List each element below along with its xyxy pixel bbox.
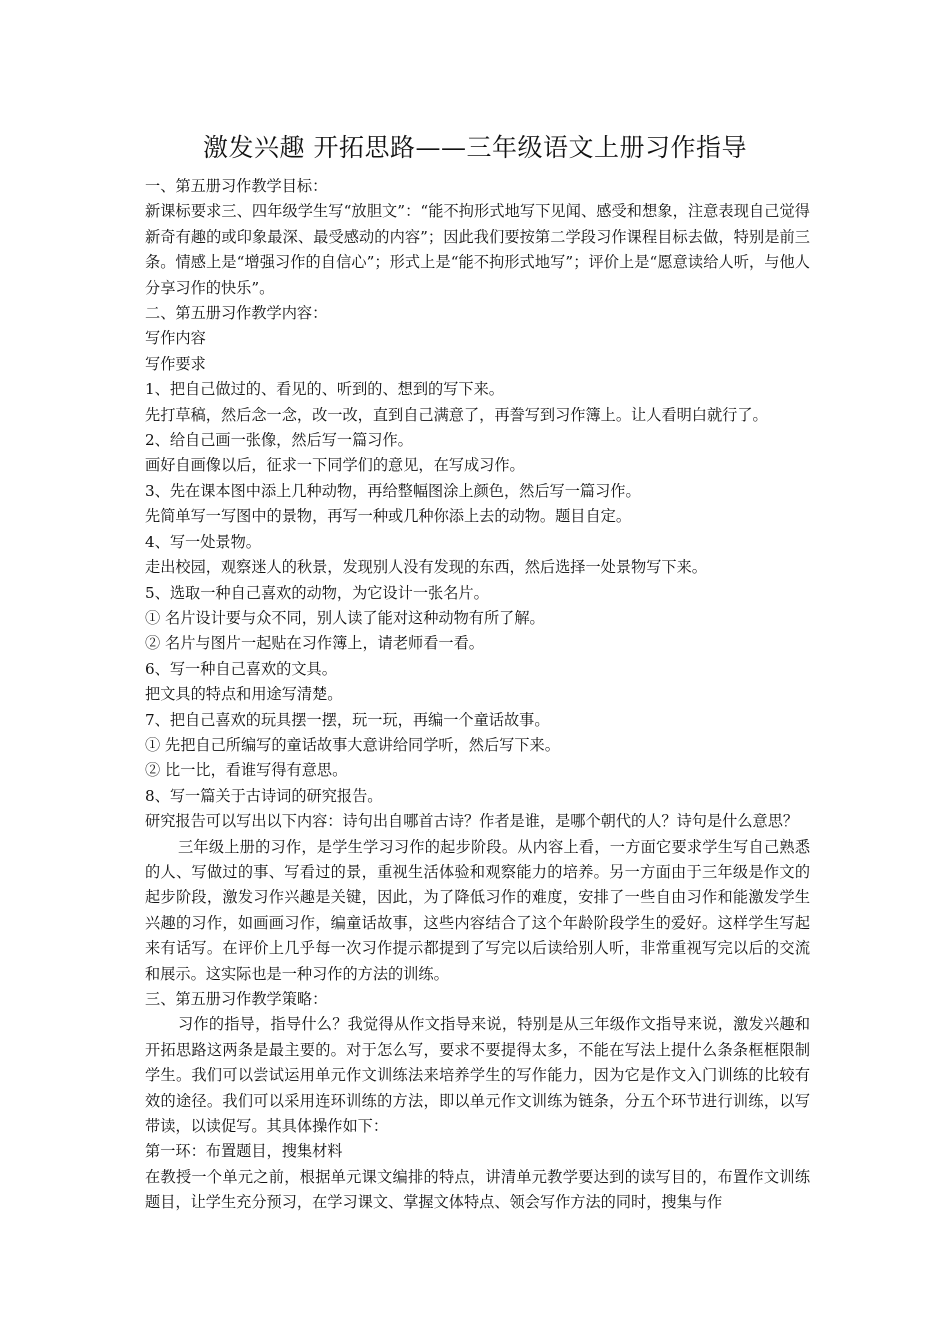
list-item-7-requirement-b: ② 比一比，看谁写得有意思。 (145, 761, 348, 780)
list-item-5-requirement-b: ② 名片与图片一起贴在习作簿上，请老师看一看。 (145, 634, 484, 653)
list-item-3: 3、先在课本图中添上几种动物，再给整幅图涂上颜色，然后写一篇习作。 (145, 481, 641, 500)
paragraph-strategy: 习作的指导，指导什么？我觉得从作文指导来说，特别是从三年级作文指导来说，激发兴趣和开拓思路这两条是最主要的。对于怎么写，要求不要提得太多，不能在写法上提什么条条框框限制学生。我们可以尝试运用单元作文训练法来培养学生的写作能力，因为它是作文入门训练的比较有效的途径。我们可以采用连环训练的方法，即以单元作文训练为链条，分五个环节进行训练，以写带读，以读促写。其具体操作如下： (145, 1015, 810, 1136)
label-writing-requirements: 写作要求 (145, 354, 206, 373)
list-item-1: 1、把自己做过的、看见的、听到的、想到的写下来。 (145, 380, 504, 399)
list-item-5-requirement-a: ① 名片设计要与众不同，别人读了能对这种动物有所了解。 (145, 608, 545, 627)
label-writing-content: 写作内容 (145, 329, 206, 348)
paragraph-step-one: 在教授一个单元之前，根据单元课文编排的特点，讲清单元教学要达到的读写目的，布置作文训练题目，让学生充分预习，在学习课文、掌握文体特点、领会写作方法的同时，搜集与作 (145, 1167, 810, 1212)
paragraph-grade-three-overview: 三年级上册的习作，是学生学习习作的起步阶段。从内容上看，一方面它要求学生写自己熟悉的人、写做过的事、写看过的景，重视生活体验和观察能力的培养。另一方面由于三年级是作文的起步阶段，激发习作兴趣是关键，因此，为了降低习作的难度，安排了一些自由习作和能激发学生兴趣的习作，如画画习作，编童话故事，这些内容结合了这个年龄阶段学生的爱好。这样学生写起来有话写。在评价上几乎每一次习作提示都提到了写完以后读给别人听，非常重视写完以后的交流和展示。这实际也是一种习作的方法的训练。 (145, 837, 810, 983)
list-item-2-requirement: 画好自画像以后，征求一下同学们的意见，在写成习作。 (145, 456, 525, 475)
list-item-8-requirement: 研究报告可以写出以下内容：诗句出自哪首古诗？作者是谁，是哪个朝代的人？诗句是什么意思？ (145, 812, 799, 831)
list-item-1-requirement: 先打草稿，然后念一念，改一改，直到自己满意了，再誊写到习作簿上。让人看明白就行了。 (145, 405, 768, 424)
list-item-6: 6、写一种自己喜欢的文具。 (145, 659, 337, 678)
paragraph-goals: 新课标要求三、四年级学生写“放胆文”：“能不拘形式地写下见闻、感受和想象，注意表现自己觉得新奇有趣的或印象最深、最受感动的内容”；因此我们要按第二学段习作课程目标去做，特别是前三条。情感上是“增强习作的自信心”；形式上是“能不拘形式地写”；评价上是“愿意读给人听，与他人分享习作的快乐”。 (145, 202, 810, 297)
list-item-5: 5、选取一种自己喜欢的动物，为它设计一张名片。 (145, 583, 489, 602)
list-item-4-requirement: 走出校园，观察迷人的秋景，发现别人没有发现的东西，然后选择一处景物写下来。 (145, 558, 707, 577)
list-item-6-requirement: 把文具的特点和用途写清楚。 (145, 685, 343, 704)
document-title: 激发兴趣 开拓思路——三年级语文上册习作指导 (203, 133, 747, 162)
list-item-7-requirement-a: ① 先把自己所编写的童话故事大意讲给同学听，然后写下来。 (145, 735, 560, 754)
list-item-2: 2、给自己画一张像，然后写一篇习作。 (145, 431, 413, 450)
list-item-7: 7、把自己喜欢的玩具摆一摆，玩一玩，再编一个童话故事。 (145, 710, 550, 729)
list-item-3-requirement: 先简单写一写图中的景物，再写一种或几种你添上去的动物。题目自定。 (145, 507, 631, 526)
list-item-4: 4、写一处景物。 (145, 532, 261, 551)
subheading-step-one: 第一环：布置题目，搜集材料 (145, 1142, 343, 1161)
list-item-8: 8、写一篇关于古诗词的研究报告。 (145, 786, 383, 805)
section-heading-goals: 一、第五册习作教学目标： (145, 177, 328, 195)
document-body (145, 174, 810, 1216)
section-heading-content: 二、第五册习作教学内容： (145, 304, 328, 323)
section-heading-strategy: 三、第五册习作教学策略： (145, 990, 328, 1008)
